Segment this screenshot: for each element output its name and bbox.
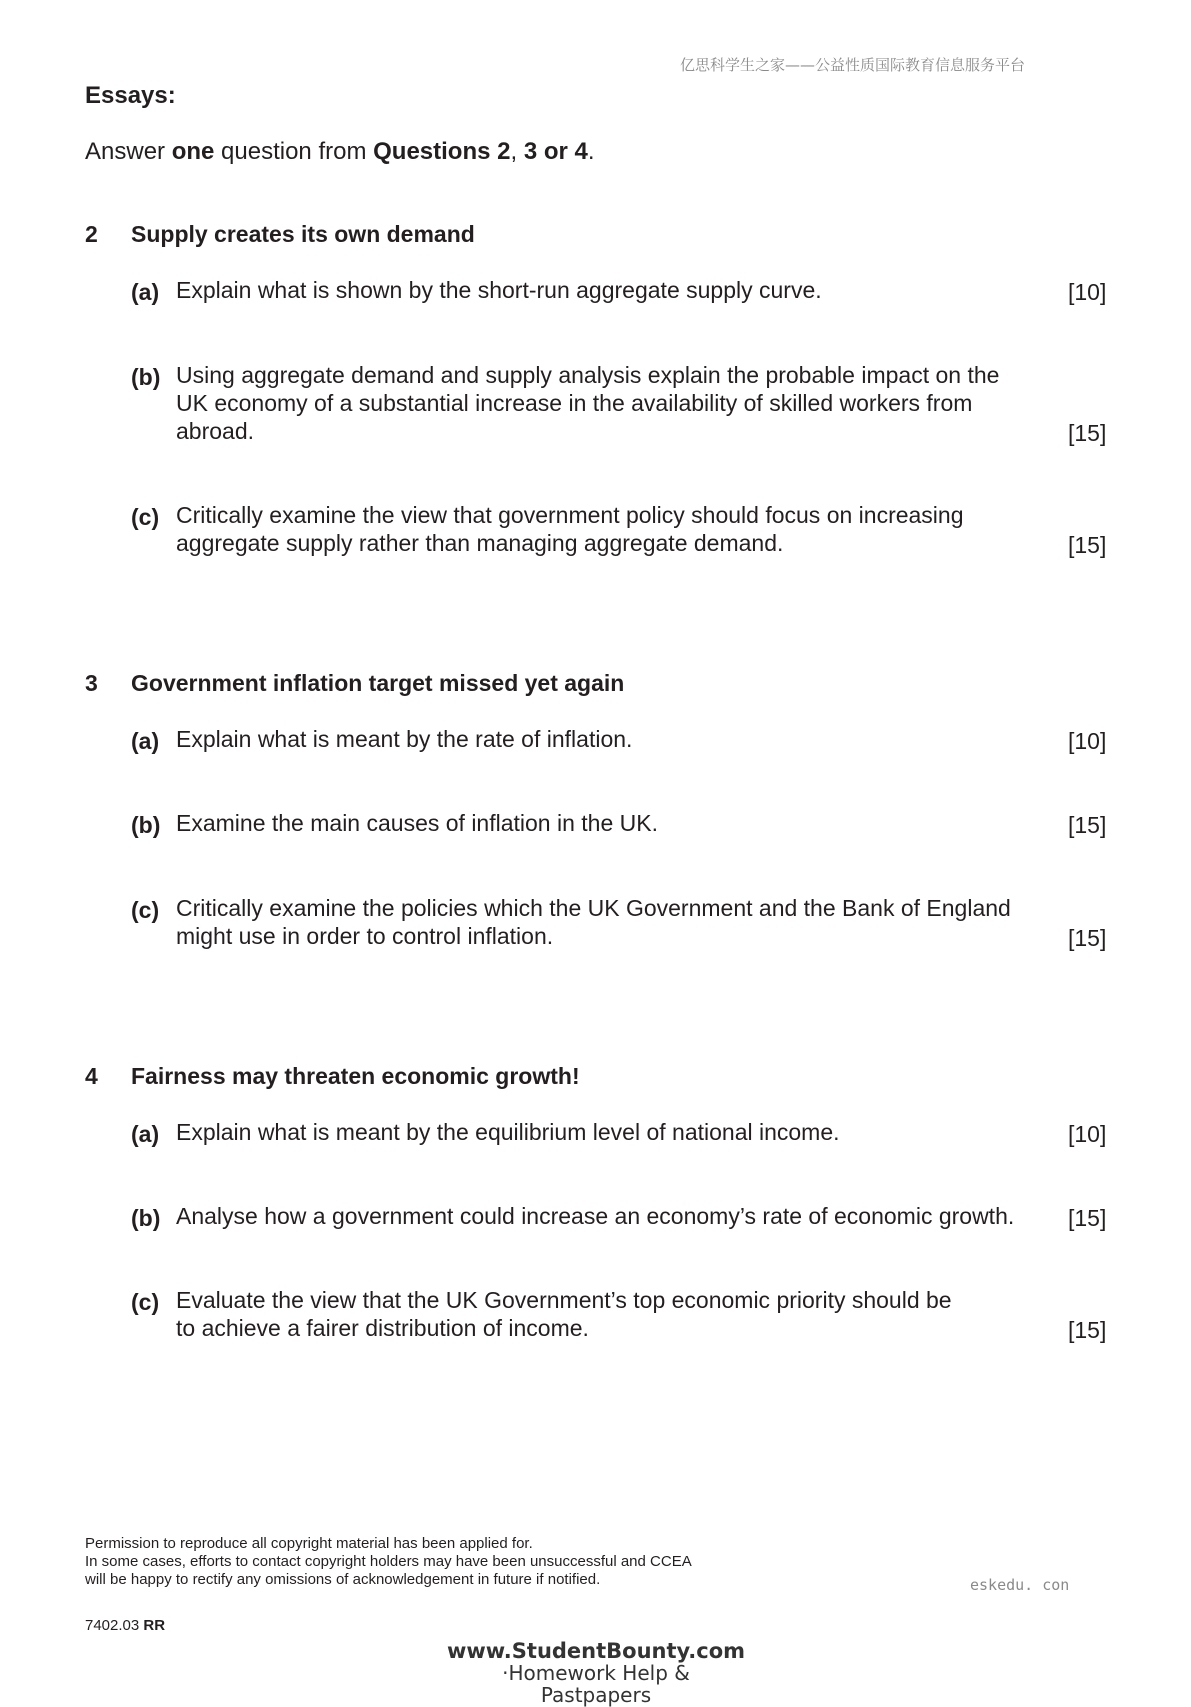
instruction-comma: , [510,138,524,165]
instruction-mid: question from [214,138,374,165]
marks: [10] [1068,279,1107,305]
part-line: Explain what is meant by the equilibrium level of national income. [176,1119,840,1145]
instruction-questions: Questions 2 [373,138,511,165]
question-title: Fairness may threaten economic growth! [131,1063,580,1089]
instruction-end: . [587,138,595,165]
watermark-right: eskedu. con [970,1576,1070,1594]
part-line: Critically examine the policies which the UK Government and the Bank of England [176,895,1011,921]
part-line: Explain what is meant by the rate of inflation. [176,726,633,752]
part-text [176,894,1066,950]
marks: [10] [1068,728,1107,754]
question-number: 4 [85,1063,98,1089]
part-label: (a) [131,279,160,305]
part-line: Critically examine the view that government policy should focus on increasing [176,502,964,528]
part-label: (c) [131,897,160,923]
copyright-line: Permission to reproduce all copyright material has been applied for. [85,1535,533,1552]
instruction [85,138,595,166]
copyright-line: will be happy to rectify any omissions of acknowledgement in future if notified. [85,1571,601,1588]
copyright-note [85,1535,692,1589]
part-label: (a) [131,728,160,754]
part-line: Explain what is shown by the short-run aggregate supply curve. [176,277,822,303]
part-line: to achieve a fairer distribution of income. [176,1315,589,1341]
part-line: abroad. [176,418,255,444]
marks: [15] [1068,1317,1107,1343]
question-title: Government inflation target missed yet again [131,670,625,696]
marks: [15] [1068,812,1107,838]
part-text [176,276,1066,304]
part-text [176,1286,1066,1342]
watermark-top: 亿思科学生之家——公益性质国际教育信息服务平台 [680,56,1026,74]
paper-code-suffix: RR [143,1617,166,1634]
copyright-line: In some cases, efforts to contact copyright holders may have been unsuccessful and CCEA [85,1553,692,1570]
instruction-rest: 3 or 4 [523,138,588,165]
part-line: Using aggregate demand and supply analysis explain the probable impact on the [176,362,1000,388]
part-label: (c) [131,504,160,530]
part-label: (b) [131,1205,161,1231]
marks: [15] [1068,1205,1107,1231]
marks: [15] [1068,532,1107,558]
part-text [176,725,1066,753]
marks: [15] [1068,420,1107,446]
instruction-pre: Answer [85,138,172,165]
question-number: 3 [85,670,98,696]
part-line: UK economy of a substantial increase in the availability of skilled workers from [176,390,973,416]
part-text [176,1118,1066,1146]
stamp-line-2: ·Homework Help & Pastpapers [502,1661,690,1707]
part-line: Analyse how a government could increase an economy’s rate of economic growth. [176,1203,1015,1229]
part-line: might use in order to control inflation. [176,923,554,949]
part-line: Evaluate the view that the UK Government’s top economic priority should be [176,1287,952,1313]
paper-code-number: 7402.03 [85,1617,144,1634]
part-label: (b) [131,364,161,390]
part-text [176,501,1066,557]
part-text [176,1202,1066,1230]
part-text [176,361,1066,445]
part-text [176,809,1066,837]
marks: [10] [1068,1121,1107,1147]
paper-code [85,1617,165,1634]
instruction-one: one [171,138,215,165]
part-label: (c) [131,1289,160,1315]
marks: [15] [1068,925,1107,951]
part-line: aggregate supply rather than managing aggregate demand. [176,530,784,556]
question-title: Supply creates its own demand [131,221,475,247]
part-line: Examine the main causes of inflation in the UK. [176,810,658,836]
part-label: (b) [131,812,161,838]
section-heading: Essays: [85,82,176,109]
studentbounty-stamp [446,1640,746,1706]
part-label: (a) [131,1121,160,1147]
question-number: 2 [85,221,98,247]
stamp-line-1: www.StudentBounty.com [446,1639,746,1663]
